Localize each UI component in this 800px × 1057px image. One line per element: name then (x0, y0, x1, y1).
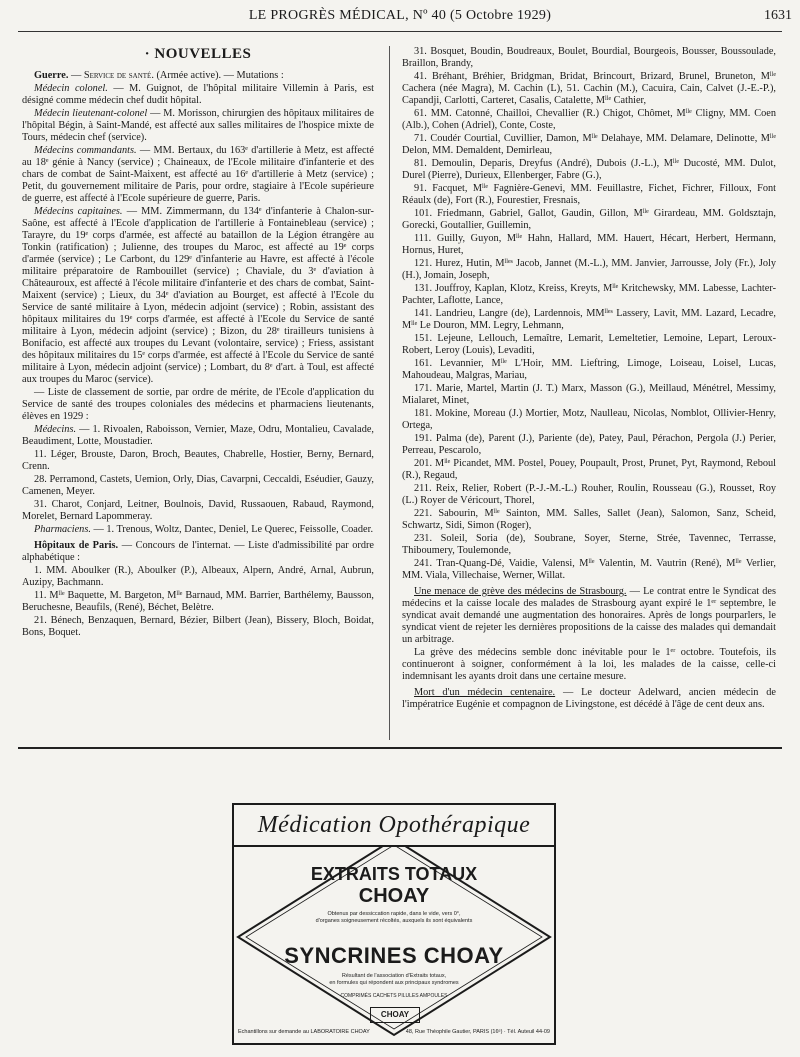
list-item: 161. Levannier, Mˡˡᵉ L'Hoir, MM. Lieftring, Limoge, Loiseau, Loisel, Lucas, Mahoudeau, Malgras, Mariau, (402, 358, 776, 381)
list-item: 171. Marie, Martel, Martin (J. T.) Marx, Masson (G.), Meillaud, Ménétrel, Messimy, Mialaret, Minet, (402, 383, 776, 406)
hopitaux-heading: Hôpitaux de Paris. (34, 540, 119, 551)
strike-text: — Le contrat entre le Syndicat des médecins et la caisse locale des malades de Strasbourg ayant expiré le 1ᵉʳ septembre, le syndicat avait demandé une augmentation des honoraires. Après de longs pourparlers, le syndicat vient de rejeter les dernières propositions de la caisse des malades qui demandait un arbitrage. (402, 586, 776, 645)
list-item: 31. Charot, Conjard, Leitner, Boulnois, David, Russaouen, Rabaud, Raymond, Morelet, Bernard Lapommeray. (22, 499, 374, 522)
paragraph-classement: — Liste de classement de sortie, par ordre de mérite, de l'Ecole d'application du Service de santé des troupes coloniales des médecins et pharmaciens lieutenants, élèves en 1929 : (22, 387, 374, 422)
section-title: · NOUVELLES (144, 46, 252, 62)
column-divider (389, 46, 390, 740)
ad-title-1 (234, 863, 554, 907)
list-item: 201. Mˡˡᵉ Picandet, MM. Postel, Pouey, Poupault, Prost, Prunet, Pyt, Raymond, Reboul (R.), Regaud, (402, 458, 776, 481)
list-item: 31. Bosquet, Boudin, Boudreaux, Boulet, Bourdial, Bourgeois, Bousser, Boussoulade, Braillon, Brandy, (402, 46, 776, 69)
ad-note-2: d'organes soigneusement récoltés, auxquels ils sont équivalents (315, 918, 473, 924)
colonel-text: — M. Guignot, de l'hôpital militaire Villemin à Paris, est désigné comme médecin chef dudit hôpital. (22, 83, 375, 106)
list-item: 21. Bénech, Benzaquen, Bernard, Bézier, Bilbert (Jean), Bissery, Bloch, Boidat, Bons, Boquet. (22, 615, 374, 638)
death-heading: Mort d'un médecin centenaire. (414, 687, 556, 698)
list-item: 71. Coudér Courtial, Cuvillier, Damon, Mˡˡᵉ Delahaye, MM. Delamare, Delinotte, Mˡˡᵉ Delon, MM. Demaldent, Demirleau, (402, 133, 776, 156)
paragraph-hopitaux (22, 540, 374, 564)
header-rule (18, 31, 782, 32)
guerre-heading: Guerre. (34, 70, 69, 81)
list-item: 11. Mˡˡᵉ Baquette, M. Bargeton, Mˡˡᵉ Barnaud, MM. Barrier, Barthélemy, Bausson, Beruchesne, Beaufils, (René), Béchet, Belètre. (22, 590, 374, 613)
list-item: 11. Léger, Brouste, Daron, Broch, Beautes, Chabrelle, Hostier, Berny, Bernard, Crenn. (22, 449, 374, 472)
ad-note-1: Obtenus par dessiccation rapide, dans le vide, vers 0°, (327, 911, 461, 917)
list-item: 81. Demoulin, Deparis, Dreyfus (André), Dubois (J.-L.), Mˡˡᵉ Ducosté, MM. Dulot, Durel (Pierre), Durieux, Ellenberger, Fabre (G.), (402, 158, 776, 181)
lt-colonel-label: Médecin lieutenant-colonel (34, 108, 148, 119)
right-column (402, 46, 776, 712)
paragraph-guerre (22, 70, 374, 82)
ad-title-1-line-b: CHOAY (358, 885, 430, 907)
ad-header-text: Médication Opothérapique (257, 812, 531, 838)
ad-note-3: Résultant de l'association d'Extraits totaux, (341, 973, 447, 979)
paragraph-commandants (22, 145, 374, 205)
ad-footer-right: 48, Rue Théophile Gautier, PARIS (16ᵉ) · Tél. Auteuil 44-09 (405, 1029, 550, 1035)
commandants-text: — MM. Bertaux, du 163ᵉ d'artillerie à Metz, est affecté au 18ᵉ génie à Nancy (service) ; Chaineaux, de l'Ecole militaire d'infanterie et des chars de combat de Saint-Maixent, est affecté au 16ᵉ d'artillerie à Metz (service) ; Petit, du gouvernement militaire de Paris, pour ordre, stagiaire à l'Ecole supérieure de guerre, est affecté à l'Ecole supérieure de guerre, Paris. (22, 145, 374, 204)
journal-title: LE PROGRÈS MÉDICAL, Nº 40 (5 Octobre 1929) (248, 8, 552, 23)
list-item: 231. Soleil, Soria (de), Soubrane, Soyer, Sterne, Strée, Tavennec, Terrasse, Thiboumery, Toulemonde, (402, 533, 776, 556)
list-item: 191. Palma (de), Parent (J.), Pariente (de), Patey, Paul, Pérachon, Pergola (J.) Perier, Perreau, Pescarolo, (402, 433, 776, 456)
list-item: 1. MM. Aboulker (R.), Aboulker (P.), Albeaux, Alpern, André, Arnal, Aubrun, Auzipy, Bachmann. (22, 565, 374, 588)
paragraph-medecins (22, 424, 374, 448)
paragraph-lt-colonel (22, 108, 374, 144)
ad-title-2: SYNCRINES CHOAY (284, 943, 504, 968)
list-item: 181. Mokine, Moreau (J.) Mortier, Motz, Naulleau, Nicolas, Nomblot, Ollivier-Henry, Ortega, (402, 408, 776, 431)
advertisement (232, 803, 556, 1045)
ad-header (234, 805, 554, 847)
commandants-label: Médecins commandants. (34, 145, 137, 156)
ad-footer-left: Echantillons sur demande au LABORATOIRE CHOAY (238, 1029, 370, 1035)
paragraph-death (402, 687, 776, 711)
colonel-label: Médecin colonel. (34, 83, 108, 94)
lt-colonel-text: — M. Morisson, chirurgien des hôpitaux militaires de l'hôpital Bégin, à Saint-Mandé, est affecté aux salles militaires de l'hospice mixte de Tours, médecin chef (service). (22, 108, 375, 143)
list-item: 211. Reix, Relier, Robert (P.-J.-M.-L.) Rouher, Roulin, Rousseau (G.), Rousset, Roy (L.) Royer de Véricourt, Thorel, (402, 483, 776, 506)
paragraph-strike-2: La grève des médecins semble donc inévitable pour le 1ᵉʳ octobre. Toutefois, ils continueront à soigner, conformément à la loi, les malades de la caisse, celle-ci indemnisant les ayants droit dans une certaine mesure. (402, 647, 776, 682)
list-item: 241. Tran-Quang-Dé, Vaidie, Valensi, Mˡˡᵉ Valentin, M. Vautrin (René), Mˡˡᵉ Verlier, MM. Viala, Villechaise, Werner, Willat. (402, 558, 776, 581)
death-text: — Le docteur Adelward, ancien médecin de l'impératrice Eugénie et compagnon de Livingstone, est décédé à l'âge de cent deux ans. (402, 687, 776, 710)
ad-forms: COMPRIMÉS CACHETS PILULES AMPOULES (340, 993, 448, 999)
guerre-subheading: — Service de santé. (70, 70, 154, 81)
list-item: 141. Landrieu, Langre (de), Lardennois, MMˡˡᵉˢ Lassery, Lavit, MM. Lazard, Lecadre, Mˡˡᵉ Le Douron, MM. Legry, Lehmann, (402, 308, 776, 331)
list-item: 221. Sabourin, Mˡˡᵉ Sainton, MM. Salles, Sallet (Jean), Salomon, Sanz, Scheid, Schwartz, Sidi, Simon (Roger), (402, 508, 776, 531)
choay-logo: CHOAY (370, 1007, 420, 1023)
list-item: 121. Hurez, Hutin, Mˡˡᵉˢ Jacob, Jannet (M.-L.), MM. Janvier, Jarrousse, Joly (Fr.), Joly (H.), Jomain, Joseph, (402, 258, 776, 281)
ad-title-1-line-a: EXTRAITS TOTAUX (310, 864, 478, 884)
running-header (0, 0, 800, 30)
medecins-text: — 1. Rivoalen, Raboisson, Vernier, Maze, Odru, Montalieu, Cavalade, Beaudiment, Lotte, Moustadier. (22, 424, 375, 447)
ad-body (234, 845, 554, 1041)
left-column (22, 48, 374, 640)
guerre-text: (Armée active). — Mutations : (156, 70, 284, 81)
ad-note-4: en formules qui répondent aux principaux syndromes (329, 980, 459, 986)
list-item: 41. Bréhant, Bréhier, Bridgman, Bridat, Brincourt, Brizard, Brunel, Bruneton, Mˡˡᵉ Cachera (née Magra), M. Cachin (L), 51. Cachin (M.), Cacuira, Cain, Calvet (J.-E.-P.), Capandji, Carlotti, Carteret, Casalis, Catalette, Mˡˡᵉ Cathier, (402, 71, 776, 106)
list-item: 91. Facquet, Mˡˡᵉ Fagnière-Genevi, MM. Feuillastre, Fichet, Fichrer, Filloux, Font Réaulx (de), Fort (R.), Fourestier, Fresnais, (402, 183, 776, 206)
list-item: 28. Perramond, Castets, Uemion, Orly, Dias, Cavarpni, Ceccaldi, Eséudier, Gauzy, Camenen, Meyer. (22, 474, 374, 497)
paragraph-pharmaciens (22, 524, 374, 536)
paragraph-strike (402, 586, 776, 646)
strike-heading: Une menace de grève des médecins de Strasbourg. (414, 586, 627, 597)
bottom-rule (18, 747, 782, 749)
capitaines-label: Médecins capitaines. (34, 206, 123, 217)
list-item: 61. MM. Catonné, Chailloi, Chevallier (R.) Chigot, Chômet, Mˡˡᵉ Cligny, MM. Coen (Alb.), Cohen (Adriel), Conte, Coste, (402, 108, 776, 131)
list-item: 101. Friedmann, Gabriel, Gallot, Gaudin, Gillon, Mˡˡᵉ Girardeau, MM. Goldsztajn, Gorecki, Goutallier, Guillemin, (402, 208, 776, 231)
medecins-label: Médecins. (34, 424, 77, 435)
hopitaux-text: — Concours de l'internat. — Liste d'admissibilité par ordre alphabétique : (22, 540, 375, 563)
capitaines-text: — MM. Zimmermann, du 134ᵉ d'infanterie à Chalon-sur-Saône, est affecté à l'Ecole d'application de l'artillerie à Fontainebleau (service) ; Tarayre, du 19ᵉ corps d'armée, est affecté au bataillon de la Légion étrangère au Tonkin (ratification) ; Julienne, des troupes du Maroc, est affecté au 19ᵉ corps d'armée (service) ; Le Carbont, du 129ᵉ d'infanterie au Havre, est affecté à l'école militaire préparatoire de Rambouillet (service) ; Chaviale, du 3ᵉ d'aviation à Châteauroux, est affecté à l'école militaire d'infanterie et des chars de combat, Saint-Maixent (service) ; Lieux, du 34ᵉ d'aviation au Bourget, est affecté à l'Ecole du Service de santé militaire à Lyon, médecin adjoint (service) ; Robin, assistant des hôpitaux militaires du 19ᵉ corps d'armée, est affecté à l'Ecole du Service de santé militaire à Lyon, médecin adjoint (service) ; Bizon, du 28ᵉ tirailleurs tunisiens à Bonifacio, est affecté aux troupes du Levant (volontaire, service) ; Friess, assistant des hôpitaux militaires du 15ᵉ corps d'armée, est affecté à l'Ecole du Service de santé militaire à Lyon, médecin adjoint (service) ; Lombart, du 8ᵉ d'art. à Toul, est affecté aux troupes du Maroc (service). (22, 206, 374, 385)
paragraph-capitaines (22, 206, 374, 386)
pharmaciens-label: Pharmaciens. (34, 524, 91, 535)
list-item: 111. Guilly, Guyon, Mˡˡᵉ Hahn, Hallard, MM. Hauert, Hécart, Herbert, Hermann, Hornus, Huret, (402, 233, 776, 256)
list-item: 131. Jouffroy, Kaplan, Klotz, Kreiss, Kreyts, Mˡˡᵉ Kritchewsky, MM. Labesse, Lachter-Pachter, Laflotte, Lance, (402, 283, 776, 306)
list-item: 151. Lejeune, Lellouch, Lemaître, Lemarit, Lemeltetier, Lemoine, Lepart, Leroux-Robert, Leroy (Louis), Levaditi, (402, 333, 776, 356)
paragraph-colonel (22, 83, 374, 107)
pharmaciens-text: — 1. Trenous, Woltz, Dantec, Deniel, Le Querec, Feissolle, Coader. (93, 524, 374, 535)
page-number: 1631 (764, 8, 792, 23)
